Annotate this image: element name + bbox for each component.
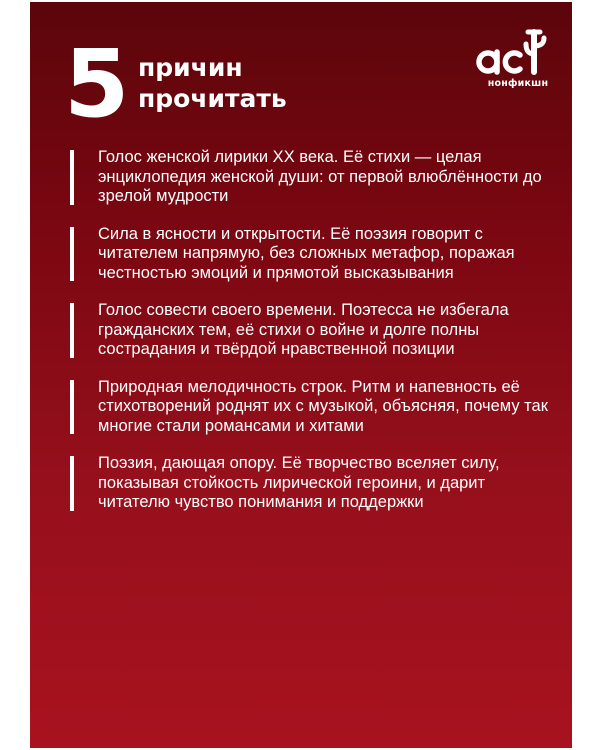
headline-line-1: причин <box>138 53 243 82</box>
logo-subtitle: нонфикшн <box>487 78 549 89</box>
reason-text: Поэзия, дающая опору. Её творчество вселяет силу, показывая стойкость лирической героини, и дарит читателю чувство понимания и поддержки <box>98 454 500 511</box>
reasons-list <box>70 148 550 531</box>
reason-item <box>70 301 550 360</box>
publisher-logo <box>472 24 562 94</box>
reason-item <box>70 148 550 207</box>
ast-cactus-logo-icon <box>472 24 562 82</box>
headline <box>138 52 287 114</box>
reason-item <box>70 225 550 284</box>
reason-text: Голос женской лирики XX века. Её стихи — целая энциклопедия женской души: от первой влюблённости до зрелой мудрости <box>98 148 542 205</box>
reason-bar <box>70 303 74 358</box>
reason-item <box>70 454 550 513</box>
reason-item <box>70 378 550 437</box>
reason-text: Сила в ясности и открытости. Её поэзия говорит с читателем напрямую, без сложных метафор, поражая честностью эмоций и прямотой высказывания <box>98 224 515 282</box>
reason-bar <box>70 380 74 435</box>
promo-card <box>30 2 572 748</box>
reason-text: Природная мелодичность строк. Ритм и напевность её стихотворений роднят их с музыкой, объясняя, почему так многие стали романсами и хитами <box>98 377 548 435</box>
big-number: 5 <box>64 30 130 139</box>
headline-line-2: прочитать <box>138 84 287 113</box>
reason-bar <box>70 456 74 511</box>
reason-text: Голос совести своего времени. Поэтесса не избегала гражданских тем, её стихи о войне и долге полны сострадания и твёрдой нравственной позиции <box>98 301 509 358</box>
reason-bar <box>70 227 74 282</box>
reason-bar <box>70 150 74 205</box>
